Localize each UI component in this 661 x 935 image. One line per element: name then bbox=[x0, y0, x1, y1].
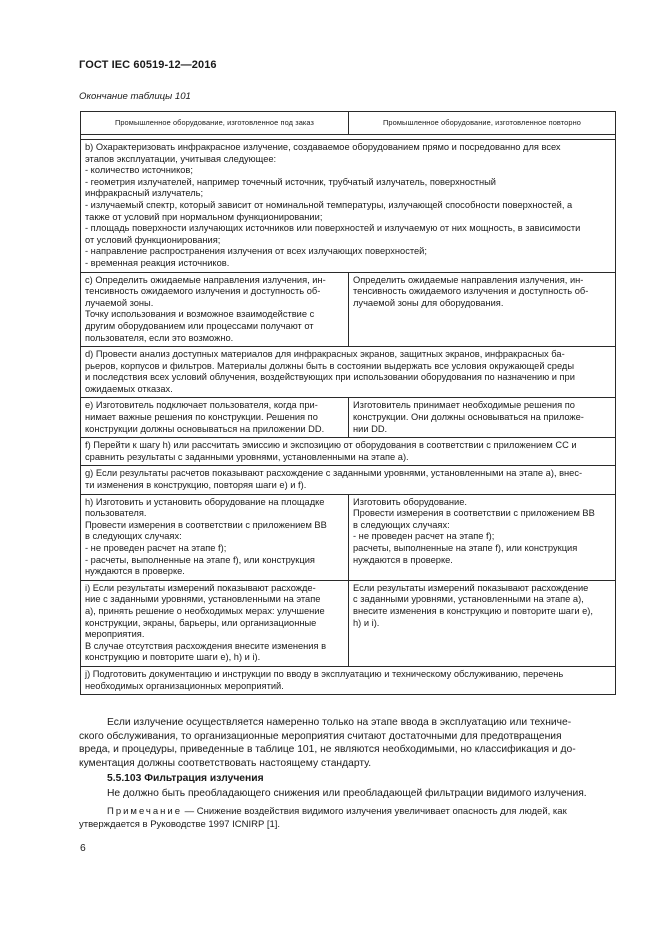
cell-line: - временная реакция источников. bbox=[85, 257, 230, 268]
cell-line: нимает важные решения по конструкции. Решения по bbox=[85, 412, 318, 423]
cell-line: конструкции. Они должны основываться на приложе- bbox=[353, 412, 584, 423]
note-label: Примечание bbox=[107, 806, 182, 817]
section-heading: 5.5.103 Фильтрация излучения bbox=[107, 773, 264, 784]
cell-line: В случае отсутствия расхождения внесите изменения в bbox=[85, 640, 327, 651]
cell-c-left bbox=[81, 272, 349, 347]
cell-line: конструкцию и повторите шаги e), h) и i). bbox=[85, 652, 261, 663]
cell-line: Провести измерения в соответствии с приложением BB bbox=[353, 508, 595, 519]
cell-g bbox=[81, 466, 616, 494]
cell-line: - излучаемый спектр, который зависит от номинальной температуры, излучающей способности поверхностей, а bbox=[85, 199, 573, 210]
cell-line: мероприятия. bbox=[85, 629, 145, 640]
cell-line: Изготовитель принимает необходимые решения по bbox=[353, 400, 575, 411]
table-row-h bbox=[81, 494, 616, 580]
cell-h-left bbox=[81, 494, 349, 580]
cell-line: от условий функционирования; bbox=[85, 234, 221, 245]
cell-line: d) Провести анализ доступных материалов для инфракрасных экранов, защитных экранов, инфракрасных ба- bbox=[85, 349, 565, 360]
cell-line: ти изменения в конструкцию, повторяя шаги e) и f). bbox=[85, 480, 307, 491]
cell-line: необходимых организационных мероприятий. bbox=[85, 680, 284, 691]
cell-line: с заданными уровнями, установленными на этапе a), bbox=[353, 594, 584, 605]
cell-line: тенсивность ожидаемого излучения и доступность об- bbox=[353, 286, 589, 297]
cell-line: b) Охарактеризовать инфракрасное излучение, создаваемое оборудованием прямо и посредованно для всех bbox=[85, 142, 561, 152]
paragraph-line: Если излучение осуществляется намеренно только на этапе ввода в эксплуатацию или техниче- bbox=[107, 717, 572, 728]
table-row-i bbox=[81, 580, 616, 666]
cell-line: Определить ожидаемые направления излучения, ин- bbox=[353, 274, 584, 285]
cell-line: рьеров, корпусов и фильтров. Материалы должны быть в состоянии выдержать все условия окружающей среды bbox=[85, 360, 575, 371]
cell-line: - количество источников; bbox=[85, 165, 193, 176]
cell-line: тенсивность ожидаемого излучения и доступность об- bbox=[85, 286, 321, 297]
cell-c-right bbox=[349, 272, 616, 347]
cell-line: Если результаты измерений показывают расхождение bbox=[353, 582, 589, 593]
cell-line: в следующих случаях: bbox=[353, 519, 450, 530]
cell-line: g) Если результаты расчетов показывают расхождение с заданными уровнями, установленными на этапе a), внес- bbox=[85, 468, 583, 479]
table-row-b bbox=[81, 140, 616, 273]
cell-line: также от условий при нормальном функционировании; bbox=[85, 211, 323, 222]
cell-j bbox=[81, 666, 616, 694]
cell-line: пользователя, если это возможно. bbox=[85, 332, 234, 343]
page-number: 6 bbox=[80, 843, 86, 854]
cell-line: - расчеты, выполненные на этапе f), или конструкция bbox=[85, 554, 315, 565]
cell-line: ние с заданными уровнями, установленными на этапе bbox=[85, 594, 321, 605]
cell-line: лучаемой зоны для оборудования. bbox=[353, 297, 504, 308]
cell-h-right bbox=[349, 494, 616, 580]
note bbox=[79, 805, 615, 831]
cell-line: нуждаются в проверке. bbox=[85, 566, 185, 577]
table-row-e bbox=[81, 398, 616, 438]
paragraph-line: вреда, и процедуры, приведенные в таблице 101, не являются необходимыми, но классификация и до- bbox=[79, 744, 576, 756]
cell-line: в следующих случаях: bbox=[85, 531, 182, 542]
note-line bbox=[79, 805, 615, 818]
cell-line: этапов эксплуатации, учитывая следующее: bbox=[85, 153, 277, 164]
cell-line: - геометрия излучателей, например точечный источник, трубчатый излучатель, поверхностный bbox=[85, 176, 496, 187]
cell-f bbox=[81, 438, 616, 466]
paragraph-line: ского обслуживания, то организационные мероприятия считают достаточными для предотвращения bbox=[79, 730, 562, 742]
cell-line: пользователя. bbox=[85, 508, 147, 519]
cell-line: ожидаемых отказах. bbox=[85, 383, 173, 394]
table-row-f bbox=[81, 438, 616, 466]
paragraph-filtration: Не должно быть преобладающего снижения или преобладающей фильтрации видимого излучения. bbox=[107, 788, 587, 799]
cell-line: j) Подготовить документацию и инструкции по вводу в эксплуатацию и техническому обслуживанию, перечень bbox=[85, 668, 564, 679]
note-line: утверждается в Руководстве 1997 ICNIRP [1]. bbox=[79, 819, 281, 830]
cell-line: конструкции должны основываться на приложении DD. bbox=[85, 423, 325, 434]
cell-d bbox=[81, 347, 616, 398]
cell-line: внесите изменения в конструкцию и повторите шаги e), bbox=[353, 605, 593, 616]
cell-line: нии DD. bbox=[353, 423, 388, 434]
table-row-d bbox=[81, 347, 616, 398]
cell-line: - направление распространения излучения от всех излучающих поверхностей; bbox=[85, 246, 427, 257]
table-row-g bbox=[81, 466, 616, 494]
cell-line: инфракрасный излучатель; bbox=[85, 188, 204, 199]
note-text: — Снижение воздействия видимого излучения увеличивает опасность для людей, как bbox=[182, 806, 567, 817]
paragraph-intentional-emission bbox=[79, 716, 615, 771]
table-row-c bbox=[81, 272, 616, 347]
cell-line: сравнить результаты с заданными уровнями, установленными на этапе a). bbox=[85, 451, 409, 462]
table-header-row bbox=[81, 112, 616, 135]
cell-line: и последствия всех условий облучения, воздействующих при использовании оборудования по назначению и при bbox=[85, 372, 575, 383]
cell-line: конструкции, экраны, барьеры, или организационные bbox=[85, 617, 317, 628]
cell-line: другим оборудованием или процессами получают от bbox=[85, 320, 314, 331]
standard-code: ГОСТ IEC 60519-12—2016 bbox=[79, 59, 217, 71]
table-101 bbox=[80, 111, 616, 695]
col-header-custom: Промышленное оборудование, изготовленное под заказ bbox=[81, 112, 349, 135]
cell-line: f) Перейти к шагу h) или рассчитать эмиссию и экспозицию от оборудования в соответствии с приложением CC и bbox=[85, 440, 577, 451]
cell-e-left bbox=[81, 398, 349, 438]
table-caption: Окончание таблицы 101 bbox=[79, 91, 191, 102]
cell-line: расчеты, выполненные на этапе f), или конструкция bbox=[353, 543, 578, 553]
cell-line: e) Изготовитель подключает пользователя, когда при- bbox=[85, 400, 318, 411]
cell-i-right bbox=[349, 580, 616, 666]
cell-line: i) Если результаты измерений показывают расхожде- bbox=[85, 582, 316, 593]
cell-i-left bbox=[81, 580, 349, 666]
cell-line: h) Изготовить и установить оборудование на площадке bbox=[85, 496, 325, 507]
cell-line: Точку использования и возможное взаимодействие с bbox=[85, 309, 315, 320]
cell-line: - не проведен расчет на этапе f); bbox=[85, 543, 227, 553]
cell-line: h) и i). bbox=[353, 617, 380, 628]
cell-line: Провести измерения в соответствии с приложением BB bbox=[85, 519, 327, 530]
cell-b bbox=[81, 140, 616, 273]
table-row-j bbox=[81, 666, 616, 694]
cell-line: нуждаются в проверке. bbox=[353, 554, 453, 565]
cell-line: a), принять решение о необходимых мерах: улучшение bbox=[85, 605, 325, 616]
cell-line: лучаемой зоны. bbox=[85, 297, 154, 308]
cell-line: Изготовить оборудование. bbox=[353, 496, 467, 507]
cell-line: - площадь поверхности излучающих источников или поверхностей и излучаемую от них мощность, в зависимости bbox=[85, 223, 581, 234]
cell-line: - не проведен расчет на этапе f); bbox=[353, 531, 495, 542]
cell-e-right bbox=[349, 398, 616, 438]
col-header-repeat: Промышленное оборудование, изготовленное повторно bbox=[349, 112, 616, 135]
cell-line: c) Определить ожидаемые направления излучения, ин- bbox=[85, 274, 326, 285]
paragraph-line: кументация должны соответствовать настоящему стандарту. bbox=[79, 758, 372, 770]
